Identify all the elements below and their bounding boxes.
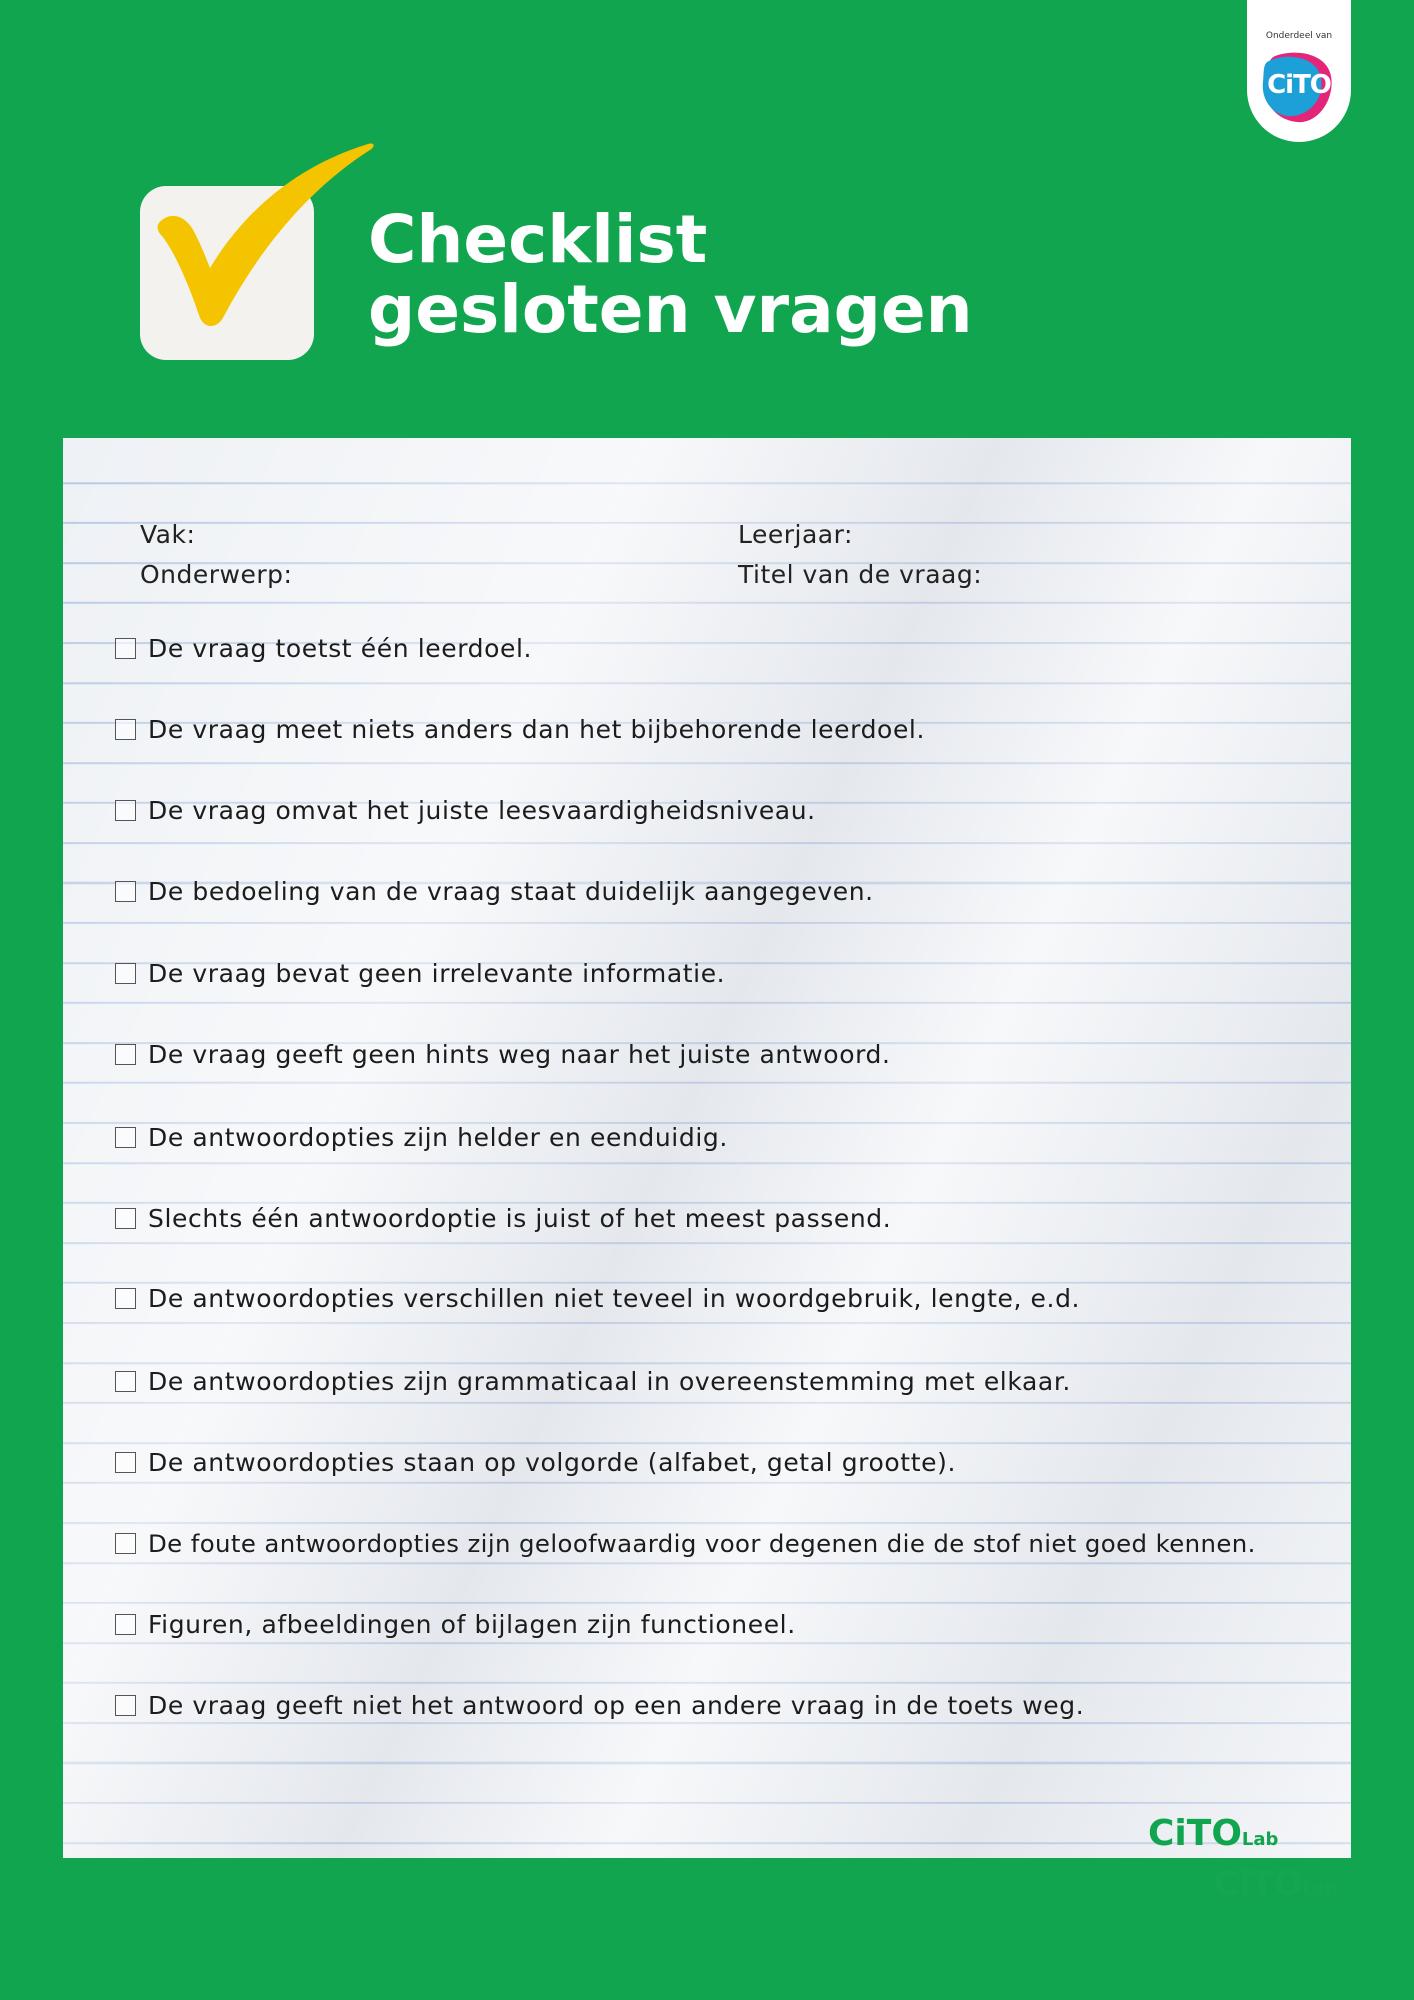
checklist-item[interactable]: De antwoordopties verschillen niet teveel in woordgebruik, lengte, e.d. [115, 1282, 1080, 1314]
checkbox[interactable] [115, 881, 136, 902]
checkbox[interactable] [115, 1533, 136, 1554]
checklist-item[interactable]: De vraag geeft geen hints weg naar het juiste antwoord. [115, 1038, 891, 1070]
checkbox[interactable] [115, 1208, 136, 1229]
checkbox[interactable] [115, 1371, 136, 1392]
field-leerjaar: Leerjaar: [738, 520, 853, 549]
badge-logo-text: CiTO [1267, 70, 1331, 100]
cito-lab-logo-text: CiTO [1148, 1813, 1242, 1854]
cito-lab-shadow-suffix: Lab [1302, 1880, 1338, 1900]
field-titel: Titel van de vraag: [738, 560, 983, 589]
field-onderwerp: Onderwerp: [140, 560, 293, 589]
cito-lab-logo [1148, 1813, 1278, 1854]
checklist-item[interactable]: De antwoordopties staan op volgorde (alfabet, getal grootte). [115, 1446, 956, 1478]
checklist-item[interactable]: De vraag meet niets anders dan het bijbehorende leerdoel. [115, 713, 925, 745]
checkbox[interactable] [115, 1044, 136, 1065]
page-title [368, 201, 973, 348]
checklist-item[interactable]: Figuren, afbeeldingen of bijlagen zijn functioneel. [115, 1608, 796, 1640]
cito-logo-icon [1257, 46, 1341, 130]
field-vak: Vak: [140, 520, 196, 549]
checkbox[interactable] [115, 719, 136, 740]
cito-lab-logo-shadow [1214, 1864, 1337, 1904]
checklist-item[interactable]: De vraag toetst één leerdoel. [115, 632, 532, 664]
checkbox[interactable] [115, 1695, 136, 1716]
checkbox[interactable] [115, 963, 136, 984]
checklist-item[interactable]: De vraag geeft niet het antwoord op een andere vraag in de toets weg. [115, 1689, 1084, 1721]
checklist-item[interactable]: Slechts één antwoordoptie is juist of het meest passend. [115, 1202, 891, 1234]
checkbox[interactable] [115, 1452, 136, 1473]
paper-sheet [63, 438, 1351, 1858]
badge-caption: Onderdeel van [1265, 31, 1333, 41]
checkbox[interactable] [115, 800, 136, 821]
cito-badge [1247, 0, 1351, 142]
checklist-item[interactable]: De antwoordopties zijn helder en eenduidig. [115, 1121, 728, 1153]
checklist-item[interactable]: De vraag bevat geen irrelevante informatie. [115, 957, 725, 989]
checkbox[interactable] [115, 1288, 136, 1309]
checklist-item[interactable]: De vraag omvat het juiste leesvaardigheidsniveau. [115, 794, 816, 826]
title-line-2: gesloten vragen [368, 271, 973, 348]
cito-lab-logo-suffix: Lab [1241, 1829, 1279, 1850]
checkbox[interactable] [115, 1614, 136, 1635]
cito-lab-shadow-text: CiTO [1214, 1864, 1303, 1904]
title-line-1: Checklist [368, 201, 708, 278]
checklist-item[interactable]: De bedoeling van de vraag staat duidelijk aangegeven. [115, 875, 874, 907]
checkmark-icon [150, 138, 380, 338]
checklist-item[interactable]: De foute antwoordopties zijn geloofwaardig voor degenen die de stof niet goed kennen. [115, 1527, 1256, 1559]
checkbox[interactable] [115, 1127, 136, 1148]
checklist-item[interactable]: De antwoordopties zijn grammaticaal in overeenstemming met elkaar. [115, 1365, 1071, 1397]
checkbox[interactable] [115, 638, 136, 659]
